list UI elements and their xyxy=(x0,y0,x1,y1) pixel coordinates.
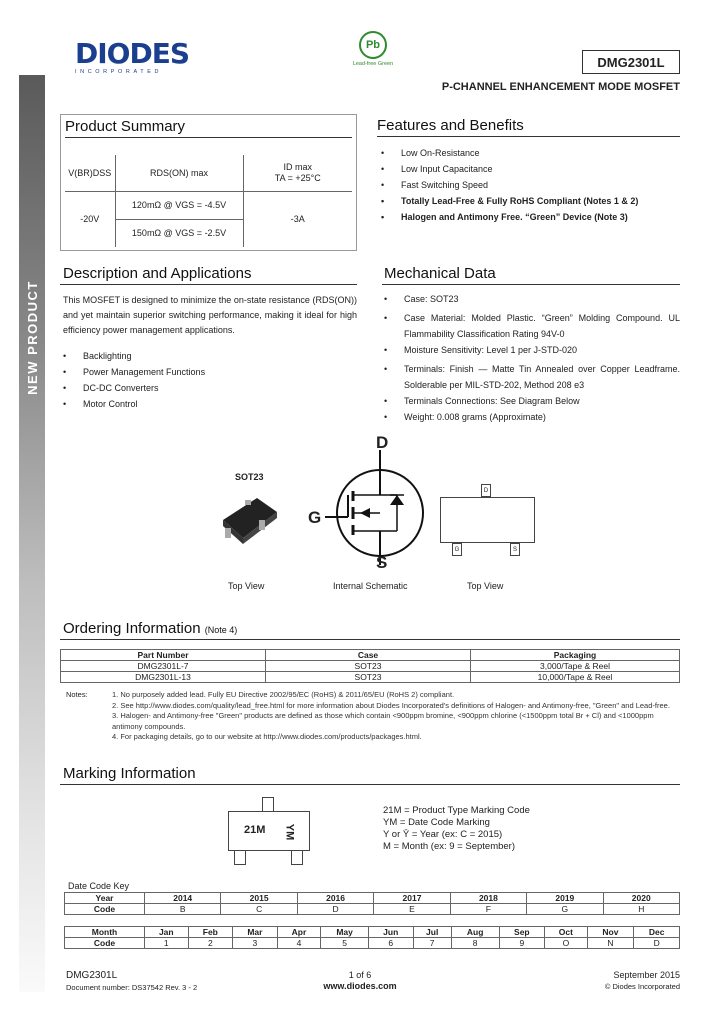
leadfree-caption: Lead-free Green xyxy=(352,61,394,67)
product-summary-title: Product Summary xyxy=(65,118,352,138)
logo-text: DIODES xyxy=(75,37,189,70)
marking-pin-top xyxy=(262,797,274,811)
footer-copyright: © Diodes Incorporated xyxy=(604,982,680,991)
marking-code: 21M xyxy=(244,824,266,836)
mechanical-item: • Case: SOT23 xyxy=(384,294,680,305)
part-number-box: DMG2301L xyxy=(582,50,680,74)
year-cell: 2016 xyxy=(297,893,373,904)
month-code-cell: D xyxy=(634,938,680,949)
part-cell: DMG2301L-7 xyxy=(61,661,266,672)
features-list xyxy=(381,148,680,223)
product-summary-table xyxy=(65,155,352,247)
year-code-cell: H xyxy=(603,904,679,915)
year-code-cell: D xyxy=(297,904,373,915)
ordering-title: Ordering Information xyxy=(63,620,201,637)
feature-item: • Low On-Resistance xyxy=(381,148,680,159)
schematic-label: Internal Schematic xyxy=(333,581,408,591)
month-cell: Apr xyxy=(277,927,321,938)
year-code-cell: B xyxy=(145,904,221,915)
year-cell: 2015 xyxy=(221,893,297,904)
ordering-section xyxy=(60,620,680,683)
month-code-label: Code xyxy=(65,938,145,949)
month-cell: Oct xyxy=(545,927,587,938)
note-item: 4. For packaging details, go to our website at http://www.diodes.com/products/packages.html. xyxy=(112,732,422,741)
top-view-label-2: Top View xyxy=(467,581,504,591)
description-text: This MOSFET is designed to minimize the on-state resistance (RDS(ON)) and yet maintain superior switching performance, making it ideal for high efficiency power management applications. xyxy=(63,295,357,335)
sot23-package-image xyxy=(215,490,285,555)
month-cell: May xyxy=(321,927,369,938)
month-cell: Sep xyxy=(499,927,545,938)
ta-header: TA = +25°C xyxy=(274,172,321,183)
rds-header: RDS(ON) max xyxy=(115,155,243,191)
mechanical-title: Mechanical Data xyxy=(382,265,680,285)
features-section xyxy=(377,114,680,228)
month-cell: Feb xyxy=(188,927,233,938)
year-code-cell: F xyxy=(450,904,526,915)
marking-ym: YM xyxy=(283,823,296,841)
note-item: 3. Halogen- and Antimony-free "Green" products are defined as those which contain <900ppm bromine, <900ppm chlorine (<1500ppm total Br + Cl) and <1000ppm antimony compounds. xyxy=(112,711,654,731)
mechanical-item: • Case Material: Molded Plastic. “Green” Molding Compound. UL Flammability Classification Rating 94V-0 xyxy=(384,310,680,342)
rds-value-1: 120mΩ @ VGS = -4.5V xyxy=(115,191,243,219)
leaf-icon: Pb xyxy=(359,31,387,59)
month-cell: Jan xyxy=(145,927,189,938)
top-view-label: Top View xyxy=(228,581,265,591)
diodes-logo[interactable] xyxy=(75,37,189,75)
month-code-cell: 6 xyxy=(368,938,413,949)
ordering-table xyxy=(60,649,680,683)
mechanical-item: • Weight: 0.008 grams (Approximate) xyxy=(384,412,680,423)
feature-item: • Fast Switching Speed xyxy=(381,180,680,191)
month-cell: Jun xyxy=(368,927,413,938)
gate-label: G xyxy=(308,508,322,527)
footer-page: 1 of 6 xyxy=(348,970,372,980)
month-code-cell: 7 xyxy=(413,938,451,949)
vbr-header: V(BR)DSS xyxy=(65,155,115,191)
year-code-label: Code xyxy=(65,904,145,915)
new-product-label: NEW PRODUCT xyxy=(24,279,40,395)
table-row xyxy=(61,672,680,683)
month-code-table xyxy=(64,926,680,949)
month-code-cell: 5 xyxy=(321,938,369,949)
ordering-header: Packaging xyxy=(471,650,680,661)
part-cell: DMG2301L-13 xyxy=(61,672,266,683)
month-cell: Dec xyxy=(634,927,680,938)
packaging-cell: 3,000/Tape & Reel xyxy=(471,661,680,672)
application-item: • DC-DC Converters xyxy=(63,383,357,394)
case-cell: SOT23 xyxy=(266,672,471,683)
legend-line: Y or Ȳ = Year (ex: C = 2015) xyxy=(383,829,503,840)
pin-d: D xyxy=(481,484,491,497)
month-cell: Aug xyxy=(451,927,499,938)
ordering-header: Case xyxy=(266,650,471,661)
footer-url[interactable]: www.diodes.com xyxy=(323,981,397,991)
month-cell: Nov xyxy=(587,927,634,938)
year-cell: 2018 xyxy=(450,893,526,904)
month-code-cell: 1 xyxy=(145,938,189,949)
packaging-cell: 10,000/Tape & Reel xyxy=(471,672,680,683)
year-code-cell: G xyxy=(527,904,603,915)
application-item: • Motor Control xyxy=(63,399,357,410)
month-code-cell: 4 xyxy=(277,938,321,949)
marking-pin-left xyxy=(234,851,246,865)
features-title: Features and Benefits xyxy=(377,117,680,137)
notes-label: Notes: xyxy=(66,690,88,699)
product-summary-box xyxy=(60,114,357,251)
year-label: Year xyxy=(65,893,145,904)
table-row xyxy=(61,661,680,672)
applications-list xyxy=(63,351,357,410)
marking-package xyxy=(228,811,310,851)
pin-s: S xyxy=(510,543,520,556)
mechanical-item: • Terminals Connections: See Diagram Below xyxy=(384,396,680,407)
month-code-cell: 3 xyxy=(233,938,278,949)
year-cell: 2019 xyxy=(527,893,603,904)
year-code-cell: C xyxy=(221,904,297,915)
date-code-title: Date Code Key xyxy=(68,881,130,891)
month-code-cell: 8 xyxy=(451,938,499,949)
month-code-cell: 2 xyxy=(188,938,233,949)
description-section xyxy=(60,265,357,415)
sot23-label: SOT23 xyxy=(235,472,264,482)
marking-pin-right xyxy=(291,851,303,865)
feature-item: • Halogen and Antimony Free. “Green” Device (Note 3) xyxy=(381,212,680,223)
feature-item: • Low Input Capacitance xyxy=(381,164,680,175)
mechanical-section xyxy=(382,265,680,428)
page-subtitle: P-CHANNEL ENHANCEMENT MODE MOSFET xyxy=(441,81,680,93)
ordering-header: Part Number xyxy=(61,650,266,661)
year-cell: 2014 xyxy=(145,893,221,904)
note-item: 1. No purposely added lead. Fully EU Directive 2002/95/EC (RoHS) & 2011/65/EU (RoHS 2) compliant. xyxy=(112,690,455,699)
month-cell: Jul xyxy=(413,927,451,938)
logo-subtext: INCORPORATED xyxy=(75,69,163,75)
mechanical-item: • Moisture Sensitivity: Level 1 per J-STD-020 xyxy=(384,345,680,356)
marking-section xyxy=(60,765,680,785)
notes-list xyxy=(112,690,680,743)
footer-date: September 2015 xyxy=(613,970,680,980)
marking-legend xyxy=(383,805,530,853)
marking-title: Marking Information xyxy=(60,765,680,785)
mechanical-list xyxy=(384,294,680,423)
id-value: -3A xyxy=(290,214,305,225)
application-item: • Power Management Functions xyxy=(63,367,357,378)
note-item: 2. See http://www.diodes.com/quality/lead_free.html for more information about Diodes Incorporated's definitions of Halogen- and Antimony-free, "Green" and Lead-free. xyxy=(112,700,670,710)
month-code-cell: O xyxy=(545,938,587,949)
year-cell: 2017 xyxy=(374,893,450,904)
source-label: S xyxy=(376,553,388,572)
pin-g: G xyxy=(452,543,462,556)
year-code-cell: E xyxy=(374,904,450,915)
description-title: Description and Applications xyxy=(60,265,357,285)
month-code-cell: N xyxy=(587,938,634,949)
top-view-package xyxy=(440,497,535,543)
legend-line: YM = Date Code Marking xyxy=(383,817,490,828)
id-header: ID max xyxy=(283,161,312,172)
sidebar-strip xyxy=(19,75,45,992)
month-code-cell: 9 xyxy=(499,938,545,949)
rds-value-2: 150mΩ @ VGS = -2.5V xyxy=(115,219,243,247)
leadfree-badge xyxy=(343,31,403,67)
footer-part: DMG2301L xyxy=(66,970,118,981)
application-item: • Backlighting xyxy=(63,351,357,362)
year-code-table xyxy=(64,892,680,915)
month-label: Month xyxy=(65,927,145,938)
month-cell: Mar xyxy=(233,927,278,938)
drain-label: D xyxy=(376,433,389,452)
vbr-value: -20V xyxy=(65,191,115,247)
year-cell: 2020 xyxy=(603,893,679,904)
footer-doc: Document number: DS37542 Rev. 3 - 2 xyxy=(66,983,198,992)
mechanical-item: • Terminals: Finish — Matte Tin Annealed over Copper Leadframe. Solderable per MIL-STD-202, Method 208 e3 xyxy=(384,361,680,393)
ordering-note: (Note 4) xyxy=(204,625,238,635)
legend-line: 21M = Product Type Marking Code xyxy=(383,805,530,816)
legend-line: M = Month (ex: 9 = September) xyxy=(383,841,516,852)
feature-item: • Totally Lead-Free & Fully RoHS Compliant (Notes 1 & 2) xyxy=(381,196,680,207)
case-cell: SOT23 xyxy=(266,661,471,672)
internal-schematic xyxy=(305,435,425,575)
